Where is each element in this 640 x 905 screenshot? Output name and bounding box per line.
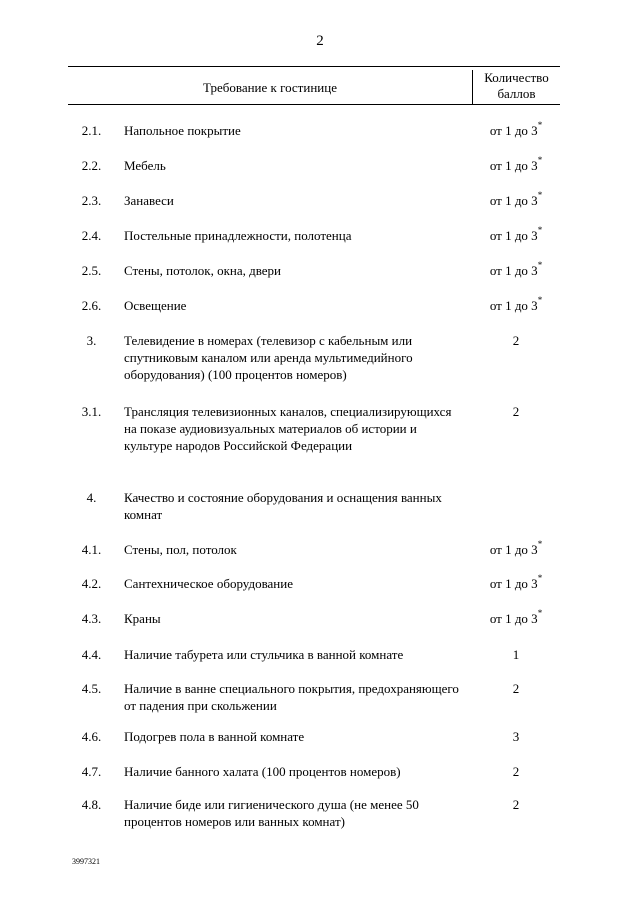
row-score xyxy=(472,538,560,558)
row-score-value: от 1 до 3 xyxy=(489,158,538,173)
row-score-value: 2 xyxy=(512,404,520,419)
page-number: 2 xyxy=(316,33,324,49)
row-score-footnote-mark: * xyxy=(537,154,543,165)
row-number: 4.5. xyxy=(81,681,102,696)
row-score-value: от 1 до 3 xyxy=(489,263,538,278)
row-score xyxy=(472,572,560,592)
row-score xyxy=(472,680,560,697)
row-score xyxy=(472,332,560,349)
row-score-value: от 1 до 3 xyxy=(489,228,538,243)
row-score xyxy=(472,189,560,209)
row-number: 3.1. xyxy=(81,404,102,419)
row-score-value: 2 xyxy=(512,333,520,348)
row-score-value: 2 xyxy=(512,681,520,696)
row-score xyxy=(472,224,560,244)
row-number: 4.2. xyxy=(81,576,102,591)
row-score-footnote-mark: * xyxy=(537,294,543,305)
row-requirement: Стены, пол, потолок xyxy=(124,542,237,557)
header-score xyxy=(472,70,560,104)
row-score xyxy=(472,294,560,314)
row-requirement: Занавеси xyxy=(124,193,174,208)
header-score-line1: Количество xyxy=(484,70,549,85)
row-score-value: от 1 до 3 xyxy=(489,193,538,208)
row-score-footnote-mark: * xyxy=(537,189,543,200)
row-score-value: от 1 до 3 xyxy=(489,576,538,591)
row-requirement: Качество и состояние оборудования и оснащения ванных комнат xyxy=(124,490,442,522)
row-requirement: Трансляция телевизионных каналов, специализирующихся на показе аудиовизуальных материалов об истории и культуре народов Российской Федерации xyxy=(124,404,452,453)
row-score-footnote-mark: * xyxy=(537,259,543,270)
row-score xyxy=(472,607,560,627)
row-score-value: 3 xyxy=(512,729,520,744)
row-number: 2.6. xyxy=(81,298,102,313)
header-score-line2: баллов xyxy=(497,86,536,101)
row-number: 4. xyxy=(86,490,97,505)
row-requirement: Наличие биде или гигиенического душа (не менее 50 процентов номеров или ванных комнат) xyxy=(124,797,419,829)
row-score xyxy=(472,259,560,279)
row-number: 2.5. xyxy=(81,263,102,278)
row-number: 2.2. xyxy=(81,158,102,173)
row-score xyxy=(472,646,560,663)
row-number: 4.7. xyxy=(81,764,102,779)
row-score-value: от 1 до 3 xyxy=(489,298,538,313)
row-requirement: Напольное покрытие xyxy=(124,123,241,138)
row-score xyxy=(472,403,560,420)
row-requirement: Стены, потолок, окна, двери xyxy=(124,263,282,278)
row-score-footnote-mark: * xyxy=(537,119,543,130)
row-number: 4.3. xyxy=(81,611,102,626)
row-requirement: Наличие в ванне специального покрытия, предохраняющего от падения при скольжении xyxy=(124,681,459,713)
row-score-value: 1 xyxy=(512,647,520,662)
row-score xyxy=(472,728,560,745)
row-score xyxy=(472,763,560,780)
row-score-footnote-mark: * xyxy=(537,538,543,549)
row-score-value: от 1 до 3 xyxy=(489,123,538,138)
row-score-value: 2 xyxy=(512,797,520,812)
row-requirement: Сантехническое оборудование xyxy=(124,576,293,591)
row-requirement: Краны xyxy=(124,611,161,626)
row-requirement: Мебель xyxy=(124,158,166,173)
row-requirement: Постельные принадлежности, полотенца xyxy=(124,228,352,243)
row-score xyxy=(472,796,560,813)
row-score-value: 2 xyxy=(512,764,520,779)
row-score xyxy=(472,119,560,139)
row-number: 4.4. xyxy=(81,647,102,662)
row-score-footnote-mark: * xyxy=(537,572,543,583)
row-requirement: Освещение xyxy=(124,298,187,313)
requirements-table xyxy=(68,66,560,829)
row-score-value: от 1 до 3 xyxy=(489,611,538,626)
row-score xyxy=(472,154,560,174)
row-number: 2.3. xyxy=(81,193,102,208)
row-score-footnote-mark: * xyxy=(537,607,543,618)
row-score-value: от 1 до 3 xyxy=(489,542,538,557)
row-requirement: Подогрев пола в ванной комнате xyxy=(124,729,305,744)
row-requirement: Наличие табурета или стульчика в ванной комнате xyxy=(124,647,404,662)
row-requirement: Наличие банного халата (100 процентов номеров) xyxy=(124,764,401,779)
row-number: 2.4. xyxy=(81,228,102,243)
row-number: 4.6. xyxy=(81,729,102,744)
row-number: 4.1. xyxy=(81,542,102,557)
table-header xyxy=(68,66,560,105)
row-requirement: Телевидение в номерах (телевизор с кабельным или спутниковым каналом или аренда мультимедийного оборудования) (100 процентов номеров) xyxy=(124,333,413,382)
document-code: 3997321 xyxy=(72,857,100,866)
row-number: 2.1. xyxy=(81,123,102,138)
row-score-footnote-mark: * xyxy=(537,224,543,235)
row-number: 4.8. xyxy=(81,797,102,812)
header-requirement: Требование к гостинице xyxy=(203,80,337,95)
row-number: 3. xyxy=(86,333,97,348)
